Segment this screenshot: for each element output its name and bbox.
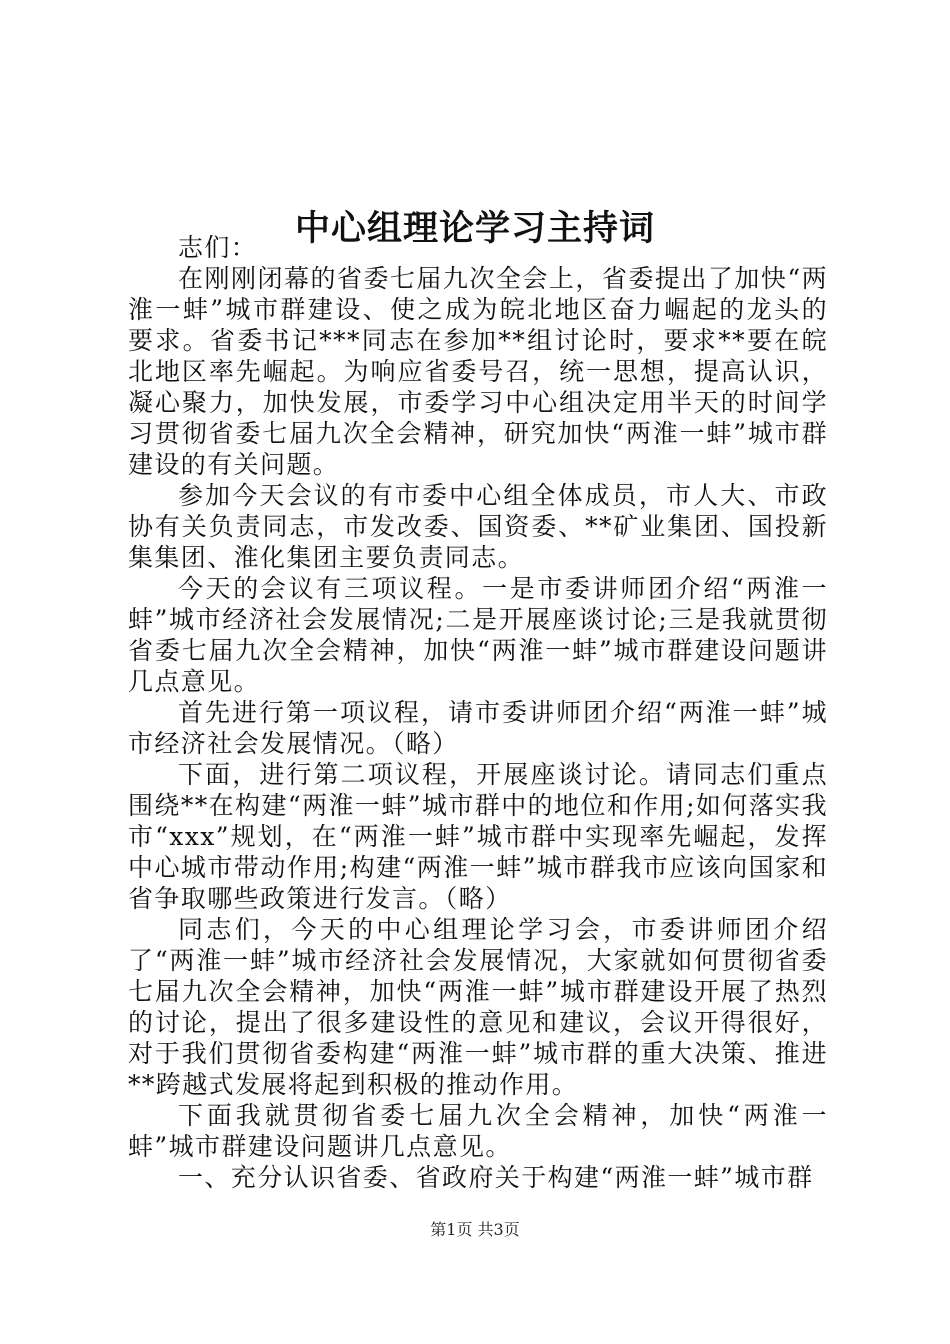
paragraph-2: 参加今天会议的有市委中心组全体成员，市人大、市政协有关负责同志，市发改委、国资委、**矿业集团、国投新集集团、淮化集团主要负责同志。	[128, 481, 828, 572]
paragraph-7: 下面我就贯彻省委七届九次全会精神，加快“两淮一蚌”城市群建设问题讲几点意见。	[128, 1101, 828, 1161]
document-title: 中心组理论学习主持词	[294, 208, 655, 250]
salutation: 志们：	[178, 233, 258, 262]
paragraph-1: 在刚刚闭幕的省委七届九次全会上，省委提出了加快“两淮一蚌”城市群建设、使之成为皖北地区奋力崛起的龙头的要求。省委书记***同志在参加**组讨论时，要求**要在皖北地区率先崛起。为响应省委号召，统一思想，提高认识，凝心聚力，加快发展，市委学习中心组决定用半天的时间学习贯彻省委七届九次全会精神，研究加快“两淮一蚌”城市群建设的有关问题。	[128, 264, 828, 479]
paragraph-8: 一、充分认识省委、省政府关于构建“两淮一蚌”城市群	[178, 1163, 814, 1192]
document-body	[128, 232, 828, 1193]
paragraph-6: 同志们，今天的中心组理论学习会，市委讲师团介绍了“两淮一蚌”城市经济社会发展情况，大家就如何贯彻省委七届九次全会精神，加快“两淮一蚌”城市群建设开展了热烈的讨论，提出了很多建设性的意见和建议，会议开得很好，对于我们贯彻省委构建“两淮一蚌”城市群的重大决策、推进**跨越式发展将起到积极的推动作用。	[128, 915, 828, 1099]
paragraph-3: 今天的会议有三项议程。一是市委讲师团介绍“两淮一蚌”城市经济社会发展情况;二是开展座谈讨论;三是我就贯彻省委七届九次全会精神，加快“两淮一蚌”城市群建设问题讲几点意见。	[128, 574, 828, 696]
paragraph-4: 首先进行第一项议程，请市委讲师团介绍“两淮一蚌”城市经济社会发展情况。（略）	[128, 698, 828, 758]
paragraph-5: 下面，进行第二项议程，开展座谈讨论。请同志们重点围绕**在构建“两淮一蚌”城市群中的地位和作用;如何落实我市“xxx”规划，在“两淮一蚌”城市群中实现率先崛起，发挥中心城市带动作用;构建“两淮一蚌”城市群我市应该向国家和省争取哪些政策进行发言。（略）	[128, 760, 828, 913]
page-number-footer: 第1页 共3页	[430, 1220, 520, 1239]
